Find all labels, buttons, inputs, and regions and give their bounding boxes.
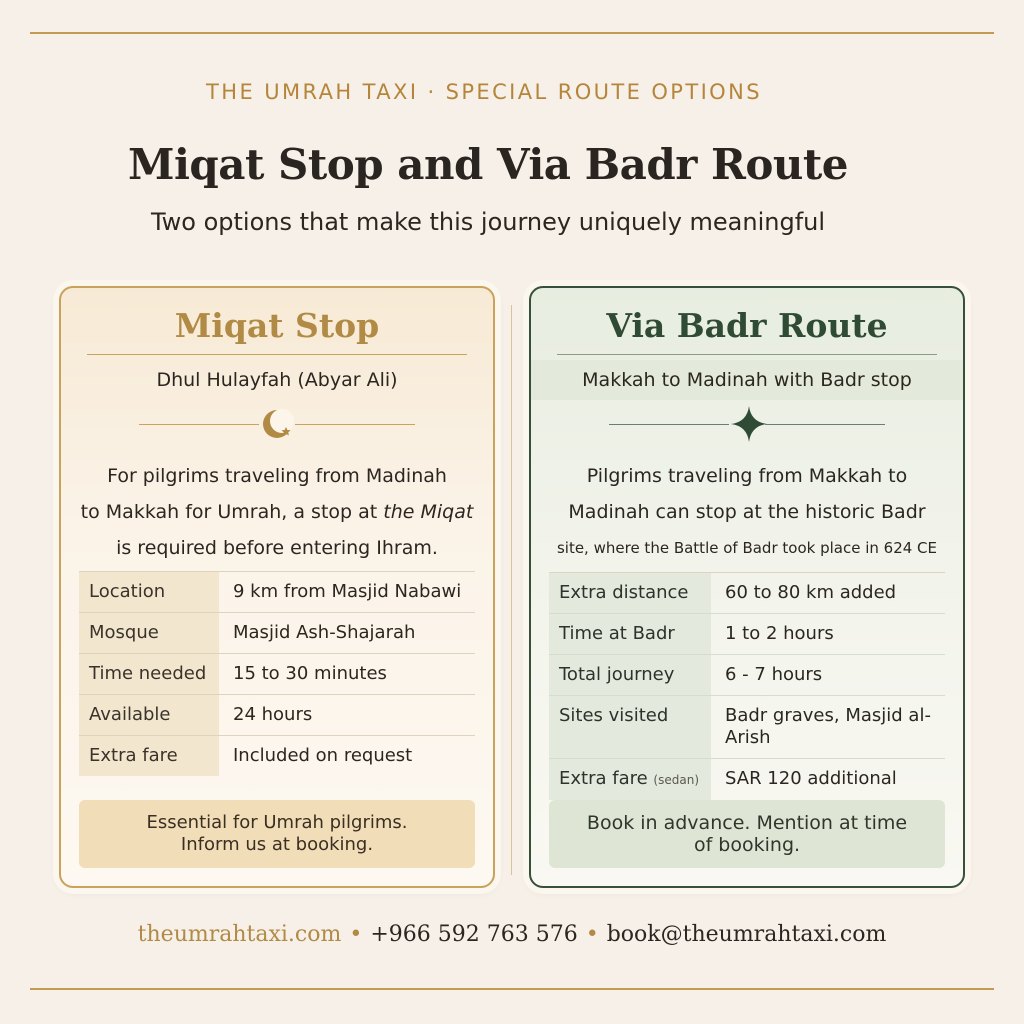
table-row	[549, 573, 945, 614]
fact-value: 60 to 80 km added	[711, 573, 945, 614]
fact-value: 9 km from Masjid Nabawi	[219, 572, 475, 613]
fact-value: 1 to 2 hours	[711, 614, 945, 655]
fact-key: Extra fare	[79, 736, 219, 777]
badr-card-title: Via Badr Route	[606, 306, 888, 345]
miqat-title-rule	[87, 354, 467, 355]
banner-line: Book in advance. Mention at time	[586, 812, 908, 834]
fact-key: Available	[79, 695, 219, 736]
miqat-desc-line: to Makkah for Umrah, a stop at the Miqat	[80, 501, 474, 523]
badr-title-rule	[557, 354, 937, 355]
bottom-divider	[30, 988, 994, 990]
table-row	[549, 614, 945, 655]
page-kicker: THE UMRAH TAXI · SPECIAL ROUTE OPTIONS	[206, 80, 762, 104]
via-badr-card	[529, 286, 965, 888]
center-divider	[511, 305, 512, 875]
page-subtitle: Two options that make this journey uniquely meaningful	[150, 208, 826, 236]
top-divider	[30, 32, 994, 34]
badr-ornament	[531, 404, 963, 444]
miqat-ornament	[61, 404, 493, 444]
miqat-stop-card	[59, 286, 495, 888]
banner-line: Inform us at booking.	[180, 834, 374, 855]
badr-desc-line: site, where the Battle of Badr took place in 624 CE	[556, 539, 938, 557]
banner-line: of booking.	[693, 834, 801, 856]
footer-separator: •	[585, 922, 599, 947]
website-link[interactable]: theumrahtaxi.com	[137, 922, 342, 947]
badr-card-subtitle: Makkah to Madinah with Badr stop	[531, 360, 963, 400]
table-row	[79, 572, 475, 613]
fact-value: 15 to 30 minutes	[219, 654, 475, 695]
table-row	[79, 695, 475, 736]
miqat-card-title: Miqat Stop	[174, 306, 380, 345]
email-link[interactable]: book@theumrahtaxi.com	[606, 922, 887, 947]
table-row	[79, 613, 475, 654]
fact-key: Location	[79, 572, 219, 613]
footer-separator: •	[349, 922, 363, 947]
miqat-note-banner	[79, 800, 475, 868]
badr-desc-line: Madinah can stop at the historic Badr	[568, 501, 926, 523]
table-row	[549, 655, 945, 696]
fact-key: Time at Badr	[549, 614, 711, 655]
miqat-card-subtitle: Dhul Hulayfah (Abyar Ali)	[156, 369, 398, 391]
table-row	[79, 654, 475, 695]
table-row	[79, 736, 475, 777]
fact-value: 24 hours	[219, 695, 475, 736]
miqat-desc-line: For pilgrims traveling from Madinah	[107, 465, 447, 487]
banner-line: Essential for Umrah pilgrims.	[146, 812, 408, 833]
phone-link[interactable]: +966 592 763 576	[370, 922, 578, 947]
fact-key: Time needed	[79, 654, 219, 695]
badr-facts-table	[549, 572, 945, 800]
badr-note-banner	[549, 800, 945, 868]
fact-key: Extra distance	[549, 573, 711, 614]
fact-value: 6 - 7 hours	[711, 655, 945, 696]
contact-footer	[0, 922, 1024, 947]
table-row	[549, 696, 945, 759]
badr-desc-line: Pilgrims traveling from Makkah to	[586, 465, 908, 487]
fact-value: Masjid Ash-Shajarah	[219, 613, 475, 654]
fare-note: (sedan)	[653, 773, 699, 787]
badr-description	[547, 458, 947, 566]
fact-value: SAR 120 additional	[711, 759, 945, 801]
fact-key: Sites visited	[549, 696, 711, 759]
four-point-star-icon	[729, 404, 769, 444]
miqat-facts-table	[79, 571, 475, 776]
page-title: Miqat Stop and Via Badr Route	[127, 140, 849, 189]
fact-key: Extra fare (sedan)	[549, 759, 711, 801]
fact-value: Badr graves, Masjid al-Arish	[711, 696, 945, 759]
fact-key: Total journey	[549, 655, 711, 696]
miqat-desc-line: is required before entering Ihram.	[116, 537, 438, 559]
miqat-description	[77, 458, 477, 566]
fact-value: Included on request	[219, 736, 475, 777]
crescent-star-icon	[259, 404, 299, 444]
table-row	[549, 759, 945, 801]
fact-key: Mosque	[79, 613, 219, 654]
